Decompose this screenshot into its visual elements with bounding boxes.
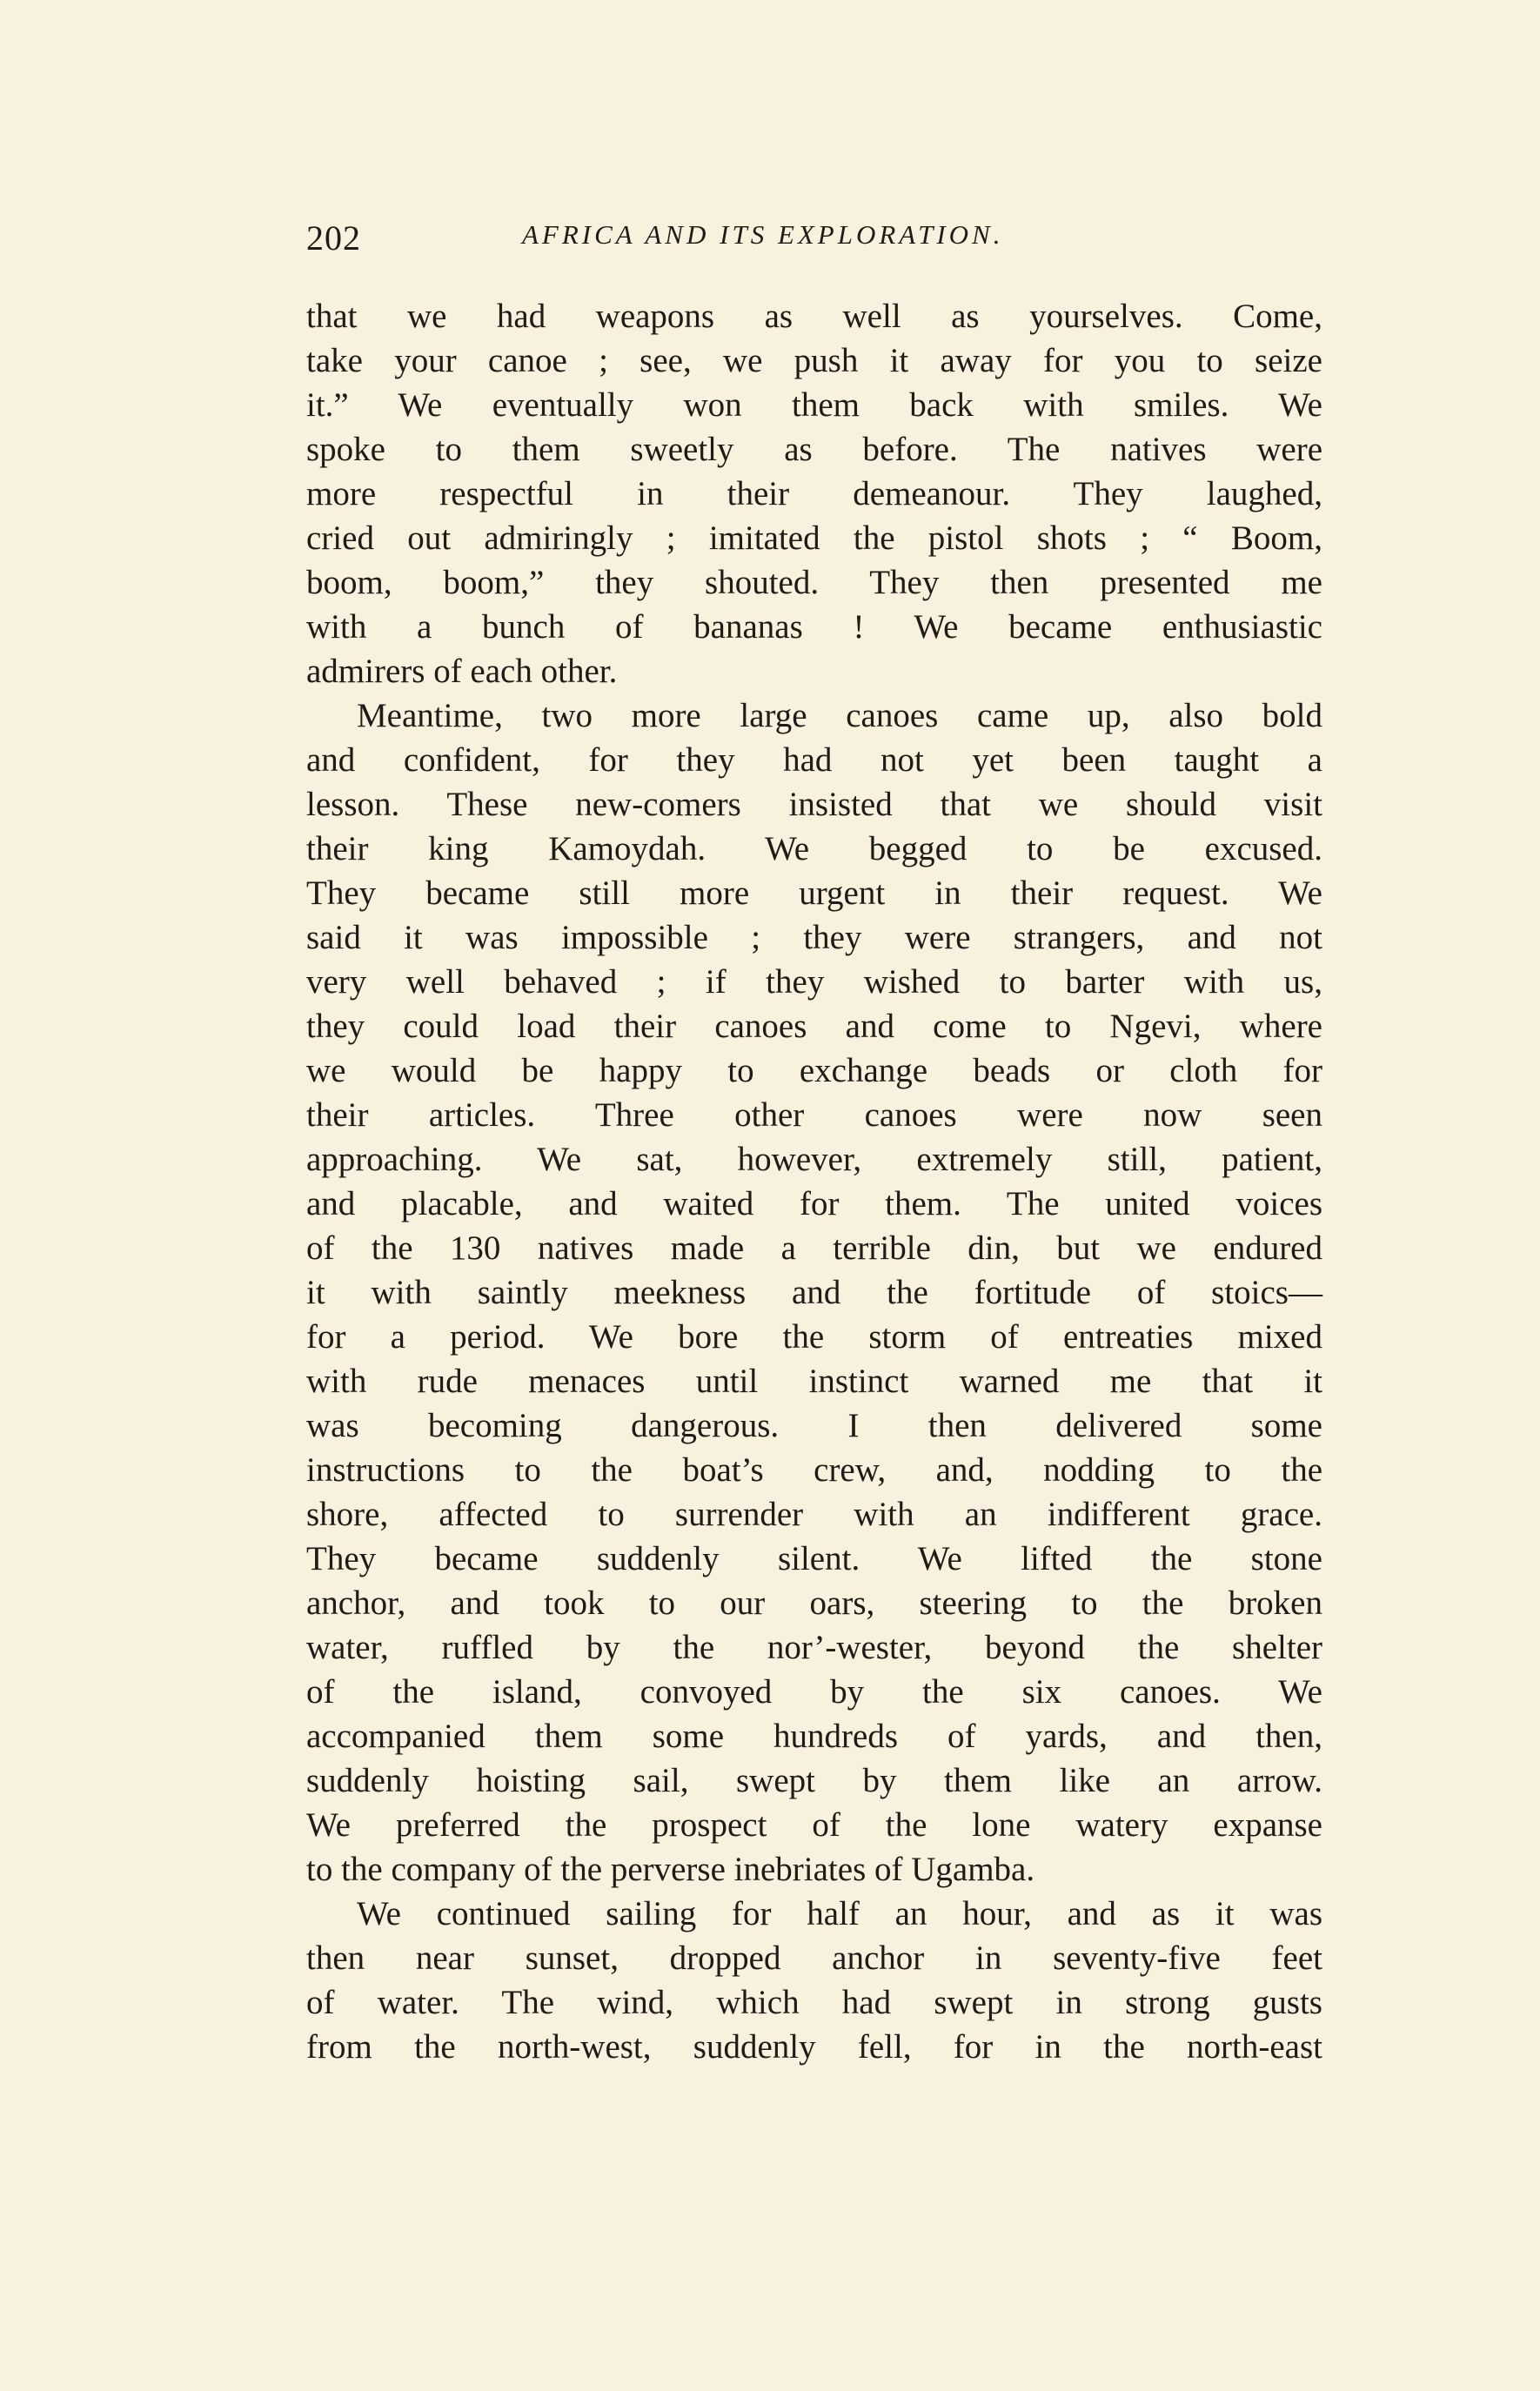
text-line: They became still more urgent in their request. We [306,874,1322,912]
text-line: They became suddenly silent. We lifted the stone [306,1540,1322,1577]
text-line: of the island, convoyed by the six canoes. We [306,1673,1322,1711]
text-line: they could load their canoes and come to Ngevi, where [306,1008,1322,1045]
text-line: approaching. We sat, however, extremely still, patient, [306,1141,1322,1178]
running-title: AFRICA AND ITS EXPLORATION. [522,219,1004,250]
text-line: accompanied them some hundreds of yards, and then, [306,1718,1322,1755]
text-line: Meantime, two more large canoes came up, also bold [357,697,1322,734]
text-line: instructions to the boat’s crew, and, nodding to the [306,1451,1322,1489]
text-line: their articles. Three other canoes were now seen [306,1096,1322,1134]
text-line: boom, boom,” they shouted. They then presented me [306,564,1322,601]
text-line: shore, affected to surrender with an indifferent grace. [306,1496,1322,1533]
page-header [306,218,1324,270]
text-line: with rude menaces until instinct warned me that it [306,1363,1322,1400]
text-line: that we had weapons as well as yourselves. Come, [306,298,1322,335]
text-line: was becoming dangerous. I then delivered some [306,1407,1322,1444]
text-line: lesson. These new-comers insisted that we should visit [306,786,1322,823]
text-line: very well behaved ; if they wished to barter with us, [306,963,1322,1001]
text-line: with a bunch of bananas ! We became enthusiastic [306,608,1322,646]
text-line: We continued sailing for half an hour, and as it was [357,1895,1322,1932]
text-line: of the 130 natives made a terrible din, but we endured [306,1229,1322,1267]
text-line: we would be happy to exchange beads or cloth for [306,1052,1322,1089]
text-line: more respectful in their demeanour. They laughed, [306,475,1322,512]
text-line: and placable, and waited for them. The united voices [306,1185,1322,1222]
text-line: water, ruffled by the nor’-wester, beyond the shelter [306,1629,1322,1666]
text-line: admirers of each other. [306,653,618,690]
body-text [306,294,1322,2069]
text-line: We preferred the prospect of the lone watery expanse [306,1806,1322,1844]
text-line: to the company of the perverse inebriates of Ugamba. [306,1851,1035,1888]
text-line: spoke to them sweetly as before. The natives were [306,431,1322,468]
text-line: from the north-west, suddenly fell, for in the north-east [306,2028,1322,2066]
text-line: it.” We eventually won them back with smiles. We [306,386,1322,424]
text-line: their king Kamoydah. We begged to be excused. [306,830,1322,867]
text-line: it with saintly meekness and the fortitude of stoics— [306,1274,1322,1311]
text-line: anchor, and took to our oars, steering to the broken [306,1584,1322,1622]
text-line: of water. The wind, which had swept in strong gusts [306,1984,1322,2021]
text-line: cried out admiringly ; imitated the pistol shots ; “ Boom, [306,519,1322,557]
text-line: and confident, for they had not yet been taught a [306,741,1322,779]
page-number: 202 [306,218,361,258]
text-line: take your canoe ; see, we push it away for you to seize [306,342,1322,379]
text-line: said it was impossible ; they were strangers, and not [306,919,1322,956]
text-line: then near sunset, dropped anchor in seventy-five feet [306,1939,1322,1977]
text-line: for a period. We bore the storm of entreaties mixed [306,1318,1322,1356]
text-line: suddenly hoisting sail, swept by them like an arrow. [306,1762,1322,1799]
